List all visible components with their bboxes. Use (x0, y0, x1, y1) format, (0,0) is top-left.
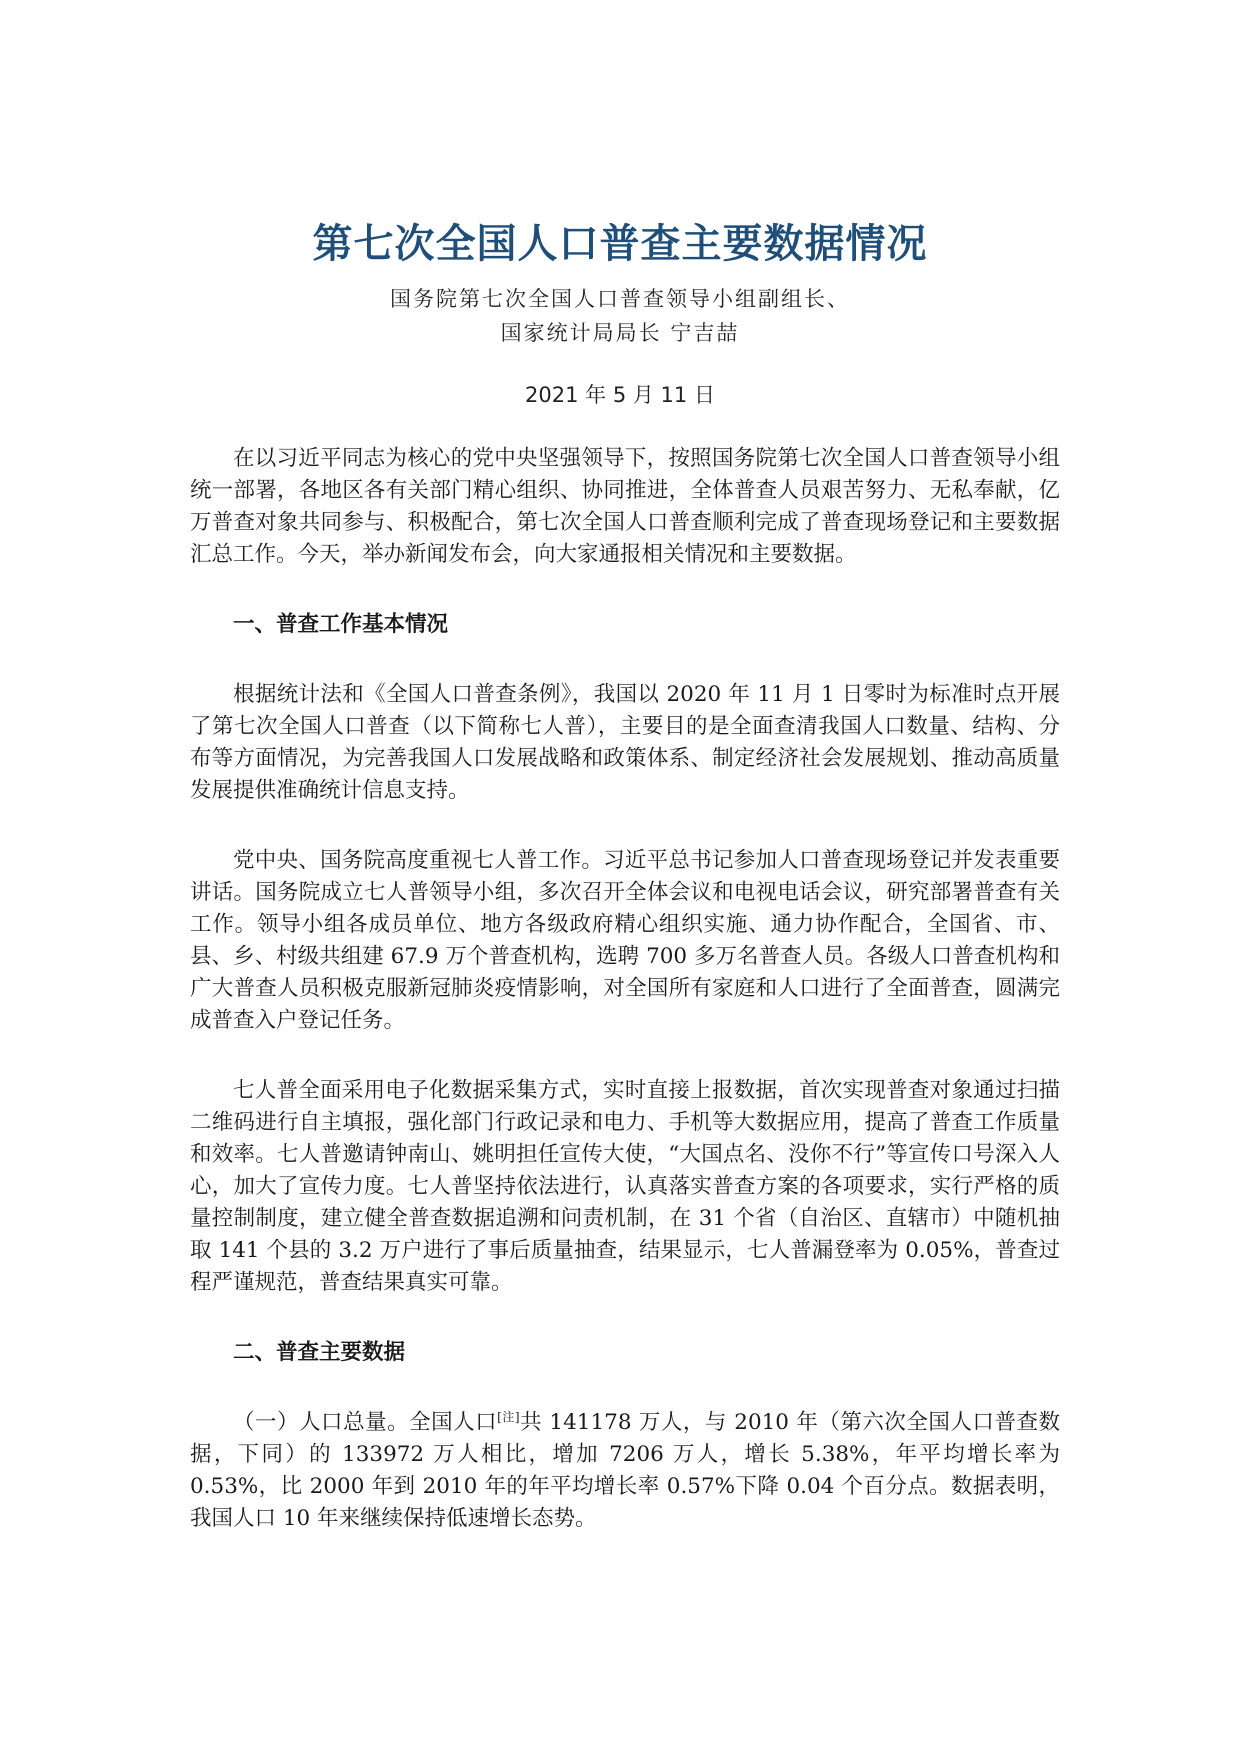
document-body (190, 443, 1060, 1573)
author-line-1: 国务院第七次全国人口普查领导小组副组长、 (390, 287, 850, 311)
section1-paragraph-1: 根据统计法和《全国人口普查条例》，我国以 2020 年 11 月 1 日零时为标准时点开展了第七次全国人口普查（以下简称七人普），主要目的是全面查清我国人口数量、结构、分布等方面情况，为完善我国人口发展战略和政策体系、制定经济社会发展规划、推动高质量发展提供准确统计信息支持。 (190, 682, 1060, 803)
document-title: 第七次全国人口普查主要数据情况 (312, 221, 928, 267)
intro-paragraph: 在以习近平同志为核心的党中央坚强领导下，按照国务院第七次全国人口普查领导小组统一部署，各地区各有关部门精心组织、协同推进，全体普查人员艰苦努力、无私奉献，亿万普查对象共同参与、积极配合，第七次全国人口普查顺利完成了普查现场登记和主要数据汇总工作。今天，举办新闻发布会，向大家通报相关情况和主要数据。 (190, 446, 1060, 567)
section2-text-before-note: （一）人口总量。全国人口 (233, 1410, 498, 1435)
section-heading-2: 二、普查主要数据 (233, 1340, 406, 1365)
footnote-marker: [注] (497, 1409, 520, 1424)
section1-paragraph-3: 七人普全面采用电子化数据采集方式，实时直接上报数据，首次实现普查对象通过扫描二维码进行自主填报，强化部门行政记录和电力、手机等大数据应用，提高了普查工作质量和效率。七人普邀请钟南山、姚明担任宣传大使，“大国点名、没你不行”等宣传口号深入人心，加大了宣传力度。七人普坚持依法进行，认真落实普查方案的各项要求，实行严格的质量控制制度，建立健全普查数据追溯和问责机制，在 31 个省（自治区、直辖市）中随机抽取 141 个县的 3.2 万户进行了事后质量抽查，结果显示，七人普漏登率为 0.05%，普查过程严谨规范，普查结果真实可靠。 (190, 1078, 1060, 1295)
section-heading-1: 一、普查工作基本情况 (233, 612, 449, 637)
author-block (0, 282, 1240, 350)
section1-paragraph-2: 党中央、国务院高度重视七人普工作。习近平总书记参加人口普查现场登记并发表重要讲话。国务院成立七人普领导小组，多次召开全体会议和电视电话会议，研究部署普查有关工作。领导小组各成员单位、地方各级政府精心组织实施、通力协作配合，全国省、市、县、乡、村级共组建 67.9 万个普查机构，选聘 700 多万名普查人员。各级人口普查机构和广大普查人员积极克服新冠肺炎疫情影响，对全国所有家庭和人口进行了全面普查，圆满完成普查入户登记任务。 (190, 848, 1060, 1033)
author-line-2: 国家统计局局长 宁吉喆 (500, 321, 740, 345)
section2-paragraph-1 (190, 1407, 1060, 1535)
section2-text-after-note: 共 141178 万人，与 2010 年（第六次全国人口普查数据，下同）的 133972 万人相比，增加 7206 万人，增长 5.38%，年平均增长率为 0.53%，比 2000 年到 2010 年的年平均增长率 0.57%下降 0.04 个百分点。数据表明，我国人口 10 年来继续保持低速增长态势。 (190, 1410, 1060, 1531)
document-date: 2021 年 5 月 11 日 (525, 383, 715, 407)
